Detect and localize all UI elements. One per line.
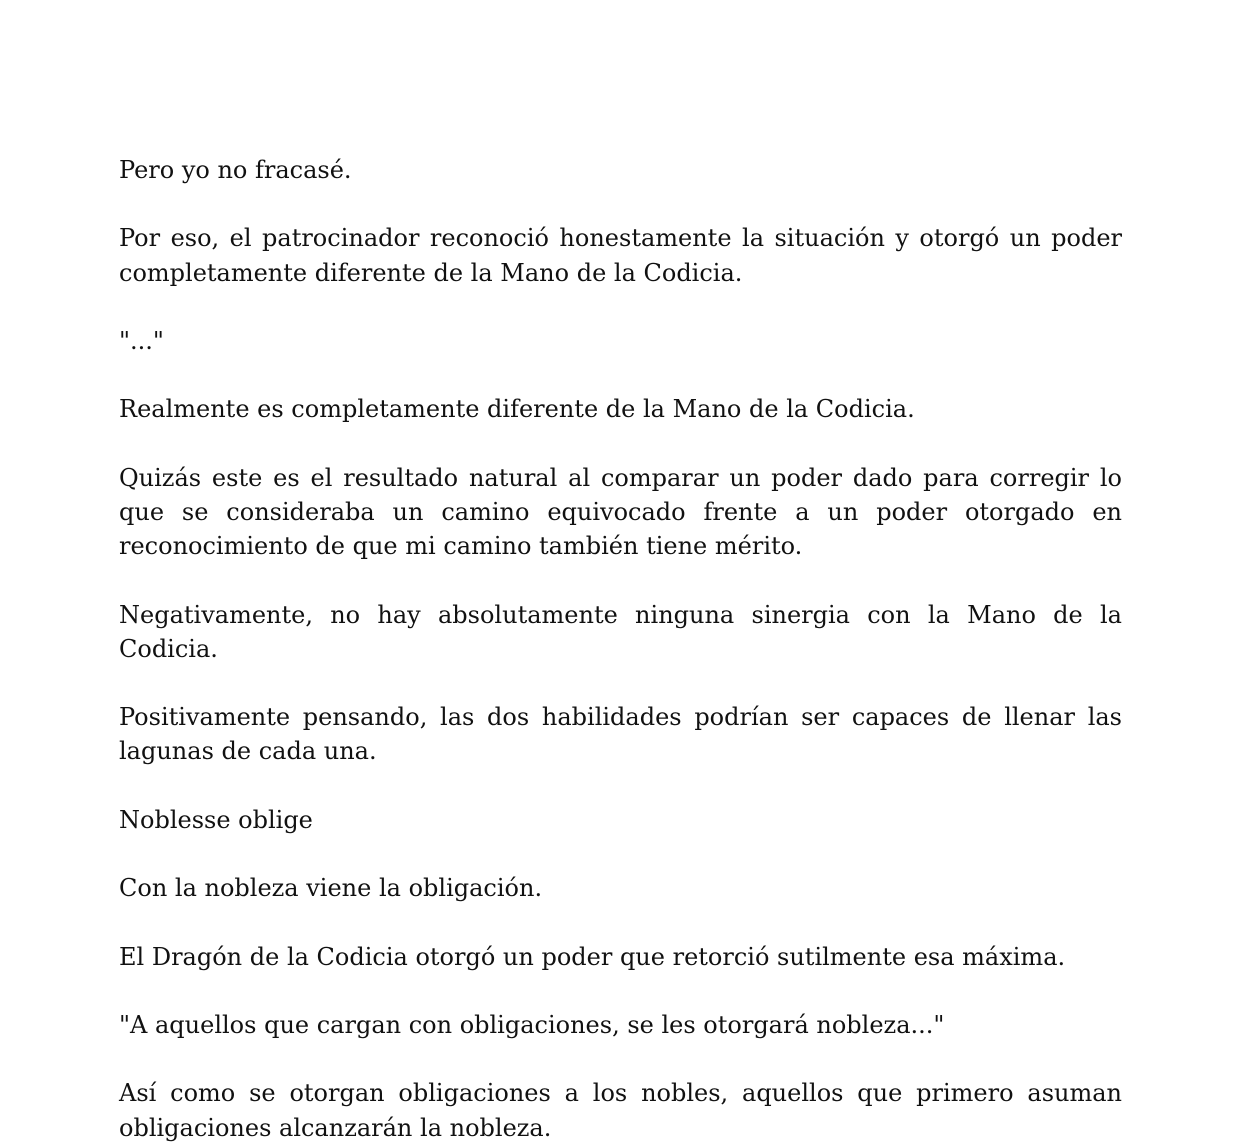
paragraph: El Dragón de la Codicia otorgó un poder que retorció sutilmente esa máxima. bbox=[119, 942, 1066, 971]
paragraph: Realmente es completamente diferente de la Mano de la Codicia. bbox=[119, 395, 915, 424]
paragraph: Quizás este es el resultado natural al comparar un poder dado para corregir lo que se consideraba un camino equivocado frente a un poder otorgado en reconocimiento de que mi camino también tiene mérito. bbox=[119, 463, 1122, 561]
paragraph: Negativamente, no hay absolutamente ninguna sinergia con la Mano de la Codicia. bbox=[119, 600, 1122, 663]
paragraph: "..." bbox=[119, 326, 164, 355]
paragraph: Así como se otorgan obligaciones a los nobles, aquellos que primero asuman obligaciones alcanzarán la nobleza. bbox=[119, 1079, 1122, 1142]
paragraph: Por eso, el patrocinador reconoció honestamente la situación y otorgó un poder completamente diferente de la Mano de la Codicia. bbox=[119, 224, 1122, 287]
document-page bbox=[119, 153, 1122, 1145]
paragraph: Con la nobleza viene la obligación. bbox=[119, 874, 543, 903]
paragraph: Noblesse oblige bbox=[119, 805, 313, 834]
paragraph: Positivamente pensando, las dos habilidades podrían ser capaces de llenar las lagunas de cada una. bbox=[119, 703, 1122, 766]
paragraph: "A aquellos que cargan con obligaciones, se les otorgará nobleza..." bbox=[119, 1010, 945, 1039]
paragraph: Pero yo no fracasé. bbox=[119, 156, 352, 184]
